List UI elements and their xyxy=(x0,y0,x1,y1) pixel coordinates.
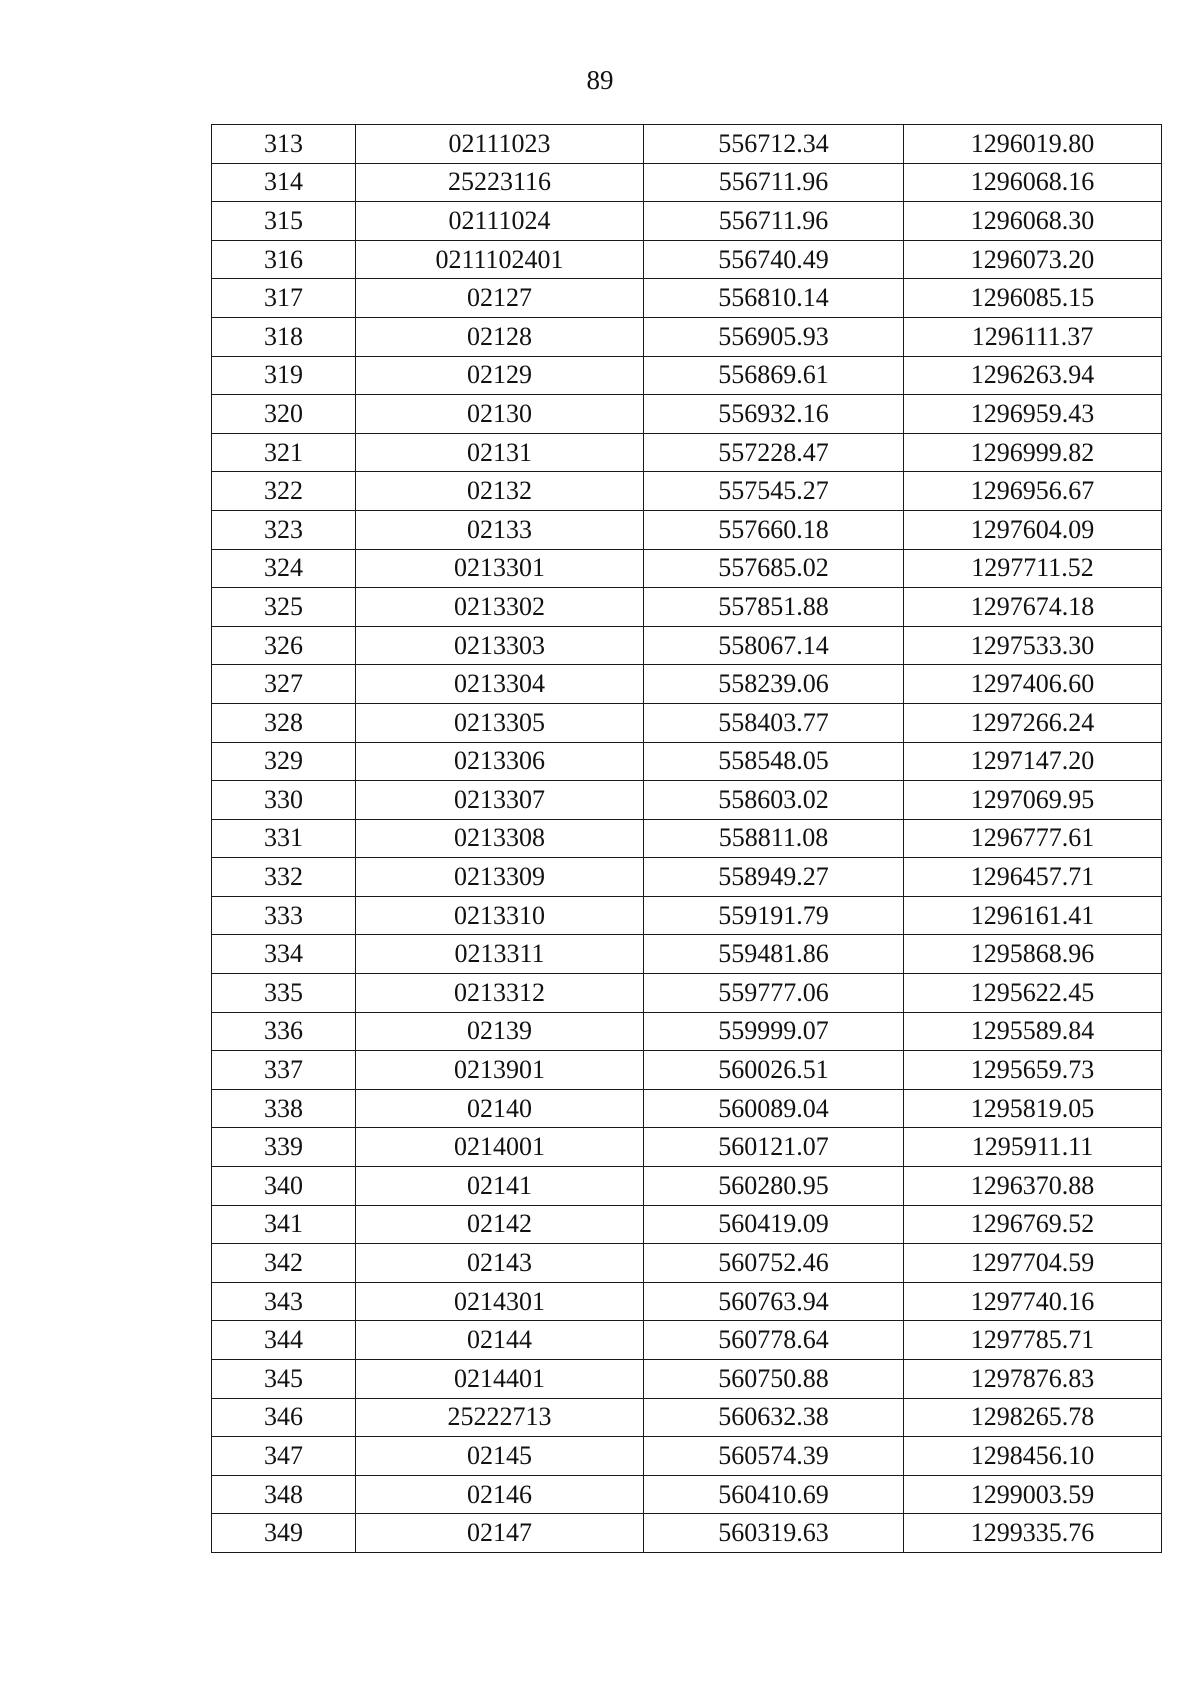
point-code-cell: 0214001 xyxy=(356,1128,644,1167)
table-row xyxy=(212,742,1162,781)
y-coordinate-cell: 1297704.59 xyxy=(904,1244,1162,1283)
row-index-cell: 320 xyxy=(212,395,356,434)
y-coordinate-cell: 1296068.16 xyxy=(904,163,1162,202)
x-coordinate-cell: 557545.27 xyxy=(644,472,904,511)
y-coordinate-cell: 1296073.20 xyxy=(904,240,1162,279)
y-coordinate-cell: 1296457.71 xyxy=(904,858,1162,897)
point-code-cell: 02129 xyxy=(356,356,644,395)
row-index-cell: 322 xyxy=(212,472,356,511)
x-coordinate-cell: 559999.07 xyxy=(644,1012,904,1051)
page-number: 89 xyxy=(586,65,614,95)
y-coordinate-cell: 1299003.59 xyxy=(904,1475,1162,1514)
x-coordinate-cell: 560319.63 xyxy=(644,1514,904,1553)
point-code-cell: 0213305 xyxy=(356,703,644,742)
point-code-cell: 0213310 xyxy=(356,896,644,935)
row-index-cell: 341 xyxy=(212,1205,356,1244)
point-code-cell: 02145 xyxy=(356,1437,644,1476)
table-row xyxy=(212,279,1162,318)
point-code-cell: 0213306 xyxy=(356,742,644,781)
row-index-cell: 318 xyxy=(212,317,356,356)
table-row xyxy=(212,317,1162,356)
x-coordinate-cell: 559191.79 xyxy=(644,896,904,935)
y-coordinate-cell: 1296111.37 xyxy=(904,317,1162,356)
y-coordinate-cell: 1296161.41 xyxy=(904,896,1162,935)
row-index-cell: 313 xyxy=(212,125,356,164)
table-row xyxy=(212,665,1162,704)
x-coordinate-cell: 556712.34 xyxy=(644,125,904,164)
y-coordinate-cell: 1297785.71 xyxy=(904,1321,1162,1360)
point-code-cell: 02127 xyxy=(356,279,644,318)
table-row xyxy=(212,1282,1162,1321)
table-row xyxy=(212,896,1162,935)
point-code-cell: 0211102401 xyxy=(356,240,644,279)
point-code-cell: 0214301 xyxy=(356,1282,644,1321)
point-code-cell: 0213901 xyxy=(356,1051,644,1090)
row-index-cell: 344 xyxy=(212,1321,356,1360)
point-code-cell: 02128 xyxy=(356,317,644,356)
table-row xyxy=(212,1128,1162,1167)
x-coordinate-cell: 560763.94 xyxy=(644,1282,904,1321)
y-coordinate-cell: 1296370.88 xyxy=(904,1167,1162,1206)
y-coordinate-cell: 1296068.30 xyxy=(904,202,1162,241)
point-code-cell: 02147 xyxy=(356,1514,644,1553)
x-coordinate-cell: 556869.61 xyxy=(644,356,904,395)
x-coordinate-cell: 558239.06 xyxy=(644,665,904,704)
y-coordinate-cell: 1297740.16 xyxy=(904,1282,1162,1321)
y-coordinate-cell: 1296959.43 xyxy=(904,395,1162,434)
y-coordinate-cell: 1299335.76 xyxy=(904,1514,1162,1553)
x-coordinate-cell: 557228.47 xyxy=(644,433,904,472)
x-coordinate-cell: 560419.09 xyxy=(644,1205,904,1244)
row-index-cell: 329 xyxy=(212,742,356,781)
x-coordinate-cell: 560752.46 xyxy=(644,1244,904,1283)
row-index-cell: 348 xyxy=(212,1475,356,1514)
table-row xyxy=(212,549,1162,588)
point-code-cell: 0213307 xyxy=(356,781,644,820)
y-coordinate-cell: 1296263.94 xyxy=(904,356,1162,395)
row-index-cell: 331 xyxy=(212,819,356,858)
y-coordinate-cell: 1296999.82 xyxy=(904,433,1162,472)
row-index-cell: 324 xyxy=(212,549,356,588)
x-coordinate-cell: 556932.16 xyxy=(644,395,904,434)
y-coordinate-cell: 1295589.84 xyxy=(904,1012,1162,1051)
x-coordinate-cell: 558603.02 xyxy=(644,781,904,820)
x-coordinate-cell: 556711.96 xyxy=(644,163,904,202)
point-code-cell: 02133 xyxy=(356,510,644,549)
row-index-cell: 317 xyxy=(212,279,356,318)
row-index-cell: 326 xyxy=(212,626,356,665)
x-coordinate-cell: 558811.08 xyxy=(644,819,904,858)
point-code-cell: 02144 xyxy=(356,1321,644,1360)
y-coordinate-cell: 1295819.05 xyxy=(904,1089,1162,1128)
x-coordinate-cell: 560280.95 xyxy=(644,1167,904,1206)
point-code-cell: 25222713 xyxy=(356,1398,644,1437)
table-row xyxy=(212,1398,1162,1437)
point-code-cell: 02146 xyxy=(356,1475,644,1514)
point-code-cell: 02132 xyxy=(356,472,644,511)
table-row xyxy=(212,1167,1162,1206)
y-coordinate-cell: 1297674.18 xyxy=(904,588,1162,627)
y-coordinate-cell: 1295659.73 xyxy=(904,1051,1162,1090)
row-index-cell: 333 xyxy=(212,896,356,935)
y-coordinate-cell: 1297406.60 xyxy=(904,665,1162,704)
point-code-cell: 02140 xyxy=(356,1089,644,1128)
y-coordinate-cell: 1298265.78 xyxy=(904,1398,1162,1437)
point-code-cell: 25223116 xyxy=(356,163,644,202)
x-coordinate-cell: 560750.88 xyxy=(644,1360,904,1399)
x-coordinate-cell: 559481.86 xyxy=(644,935,904,974)
table-row xyxy=(212,1360,1162,1399)
table-row xyxy=(212,202,1162,241)
row-index-cell: 340 xyxy=(212,1167,356,1206)
y-coordinate-cell: 1296777.61 xyxy=(904,819,1162,858)
table-row xyxy=(212,472,1162,511)
table-row xyxy=(212,163,1162,202)
row-index-cell: 325 xyxy=(212,588,356,627)
point-code-cell: 0213308 xyxy=(356,819,644,858)
point-code-cell: 02130 xyxy=(356,395,644,434)
point-code-cell: 0213312 xyxy=(356,974,644,1013)
y-coordinate-cell: 1298456.10 xyxy=(904,1437,1162,1476)
point-code-cell: 02142 xyxy=(356,1205,644,1244)
y-coordinate-cell: 1297147.20 xyxy=(904,742,1162,781)
x-coordinate-cell: 560026.51 xyxy=(644,1051,904,1090)
x-coordinate-cell: 556740.49 xyxy=(644,240,904,279)
table-body xyxy=(212,125,1162,1553)
table-row xyxy=(212,395,1162,434)
row-index-cell: 332 xyxy=(212,858,356,897)
table-row xyxy=(212,1437,1162,1476)
table-row xyxy=(212,1012,1162,1051)
table-row xyxy=(212,1205,1162,1244)
x-coordinate-cell: 557685.02 xyxy=(644,549,904,588)
y-coordinate-cell: 1297604.09 xyxy=(904,510,1162,549)
row-index-cell: 342 xyxy=(212,1244,356,1283)
x-coordinate-cell: 558067.14 xyxy=(644,626,904,665)
row-index-cell: 335 xyxy=(212,974,356,1013)
y-coordinate-cell: 1297533.30 xyxy=(904,626,1162,665)
point-code-cell: 0213303 xyxy=(356,626,644,665)
x-coordinate-cell: 556810.14 xyxy=(644,279,904,318)
table-row xyxy=(212,974,1162,1013)
point-code-cell: 0213311 xyxy=(356,935,644,974)
table-row xyxy=(212,781,1162,820)
x-coordinate-cell: 558548.05 xyxy=(644,742,904,781)
point-code-cell: 0214401 xyxy=(356,1360,644,1399)
y-coordinate-cell: 1297266.24 xyxy=(904,703,1162,742)
x-coordinate-cell: 560410.69 xyxy=(644,1475,904,1514)
x-coordinate-cell: 560121.07 xyxy=(644,1128,904,1167)
point-code-cell: 0213301 xyxy=(356,549,644,588)
row-index-cell: 336 xyxy=(212,1012,356,1051)
x-coordinate-cell: 556905.93 xyxy=(644,317,904,356)
row-index-cell: 330 xyxy=(212,781,356,820)
x-coordinate-cell: 557660.18 xyxy=(644,510,904,549)
table-row xyxy=(212,510,1162,549)
x-coordinate-cell: 560574.39 xyxy=(644,1437,904,1476)
x-coordinate-cell: 556711.96 xyxy=(644,202,904,241)
table-row xyxy=(212,588,1162,627)
x-coordinate-cell: 559777.06 xyxy=(644,974,904,1013)
row-index-cell: 338 xyxy=(212,1089,356,1128)
x-coordinate-cell: 558403.77 xyxy=(644,703,904,742)
y-coordinate-cell: 1296019.80 xyxy=(904,125,1162,164)
point-code-cell: 02141 xyxy=(356,1167,644,1206)
row-index-cell: 339 xyxy=(212,1128,356,1167)
y-coordinate-cell: 1297876.83 xyxy=(904,1360,1162,1399)
row-index-cell: 319 xyxy=(212,356,356,395)
row-index-cell: 327 xyxy=(212,665,356,704)
y-coordinate-cell: 1296085.15 xyxy=(904,279,1162,318)
y-coordinate-cell: 1295868.96 xyxy=(904,935,1162,974)
x-coordinate-cell: 560632.38 xyxy=(644,1398,904,1437)
table-row xyxy=(212,1321,1162,1360)
table-row xyxy=(212,1514,1162,1553)
row-index-cell: 316 xyxy=(212,240,356,279)
table-row xyxy=(212,1244,1162,1283)
row-index-cell: 347 xyxy=(212,1437,356,1476)
x-coordinate-cell: 560778.64 xyxy=(644,1321,904,1360)
row-index-cell: 343 xyxy=(212,1282,356,1321)
point-code-cell: 02139 xyxy=(356,1012,644,1051)
table-row xyxy=(212,125,1162,164)
point-code-cell: 0213302 xyxy=(356,588,644,627)
point-code-cell: 02131 xyxy=(356,433,644,472)
x-coordinate-cell: 560089.04 xyxy=(644,1089,904,1128)
table-row xyxy=(212,858,1162,897)
table-row xyxy=(212,433,1162,472)
row-index-cell: 323 xyxy=(212,510,356,549)
point-code-cell: 0213309 xyxy=(356,858,644,897)
y-coordinate-cell: 1297069.95 xyxy=(904,781,1162,820)
row-index-cell: 315 xyxy=(212,202,356,241)
point-code-cell: 0213304 xyxy=(356,665,644,704)
row-index-cell: 321 xyxy=(212,433,356,472)
table-row xyxy=(212,240,1162,279)
table-row xyxy=(212,356,1162,395)
point-code-cell: 02143 xyxy=(356,1244,644,1283)
y-coordinate-cell: 1297711.52 xyxy=(904,549,1162,588)
x-coordinate-cell: 557851.88 xyxy=(644,588,904,627)
table-row xyxy=(212,819,1162,858)
table-row xyxy=(212,1089,1162,1128)
row-index-cell: 345 xyxy=(212,1360,356,1399)
y-coordinate-cell: 1295911.11 xyxy=(904,1128,1162,1167)
y-coordinate-cell: 1296956.67 xyxy=(904,472,1162,511)
table-row xyxy=(212,1051,1162,1090)
coordinates-table xyxy=(211,124,1162,1553)
table-row xyxy=(212,1475,1162,1514)
y-coordinate-cell: 1295622.45 xyxy=(904,974,1162,1013)
row-index-cell: 346 xyxy=(212,1398,356,1437)
point-code-cell: 02111024 xyxy=(356,202,644,241)
y-coordinate-cell: 1296769.52 xyxy=(904,1205,1162,1244)
point-code-cell: 02111023 xyxy=(356,125,644,164)
row-index-cell: 334 xyxy=(212,935,356,974)
table-row xyxy=(212,935,1162,974)
table-row xyxy=(212,626,1162,665)
row-index-cell: 314 xyxy=(212,163,356,202)
table-row xyxy=(212,703,1162,742)
row-index-cell: 349 xyxy=(212,1514,356,1553)
row-index-cell: 337 xyxy=(212,1051,356,1090)
x-coordinate-cell: 558949.27 xyxy=(644,858,904,897)
row-index-cell: 328 xyxy=(212,703,356,742)
